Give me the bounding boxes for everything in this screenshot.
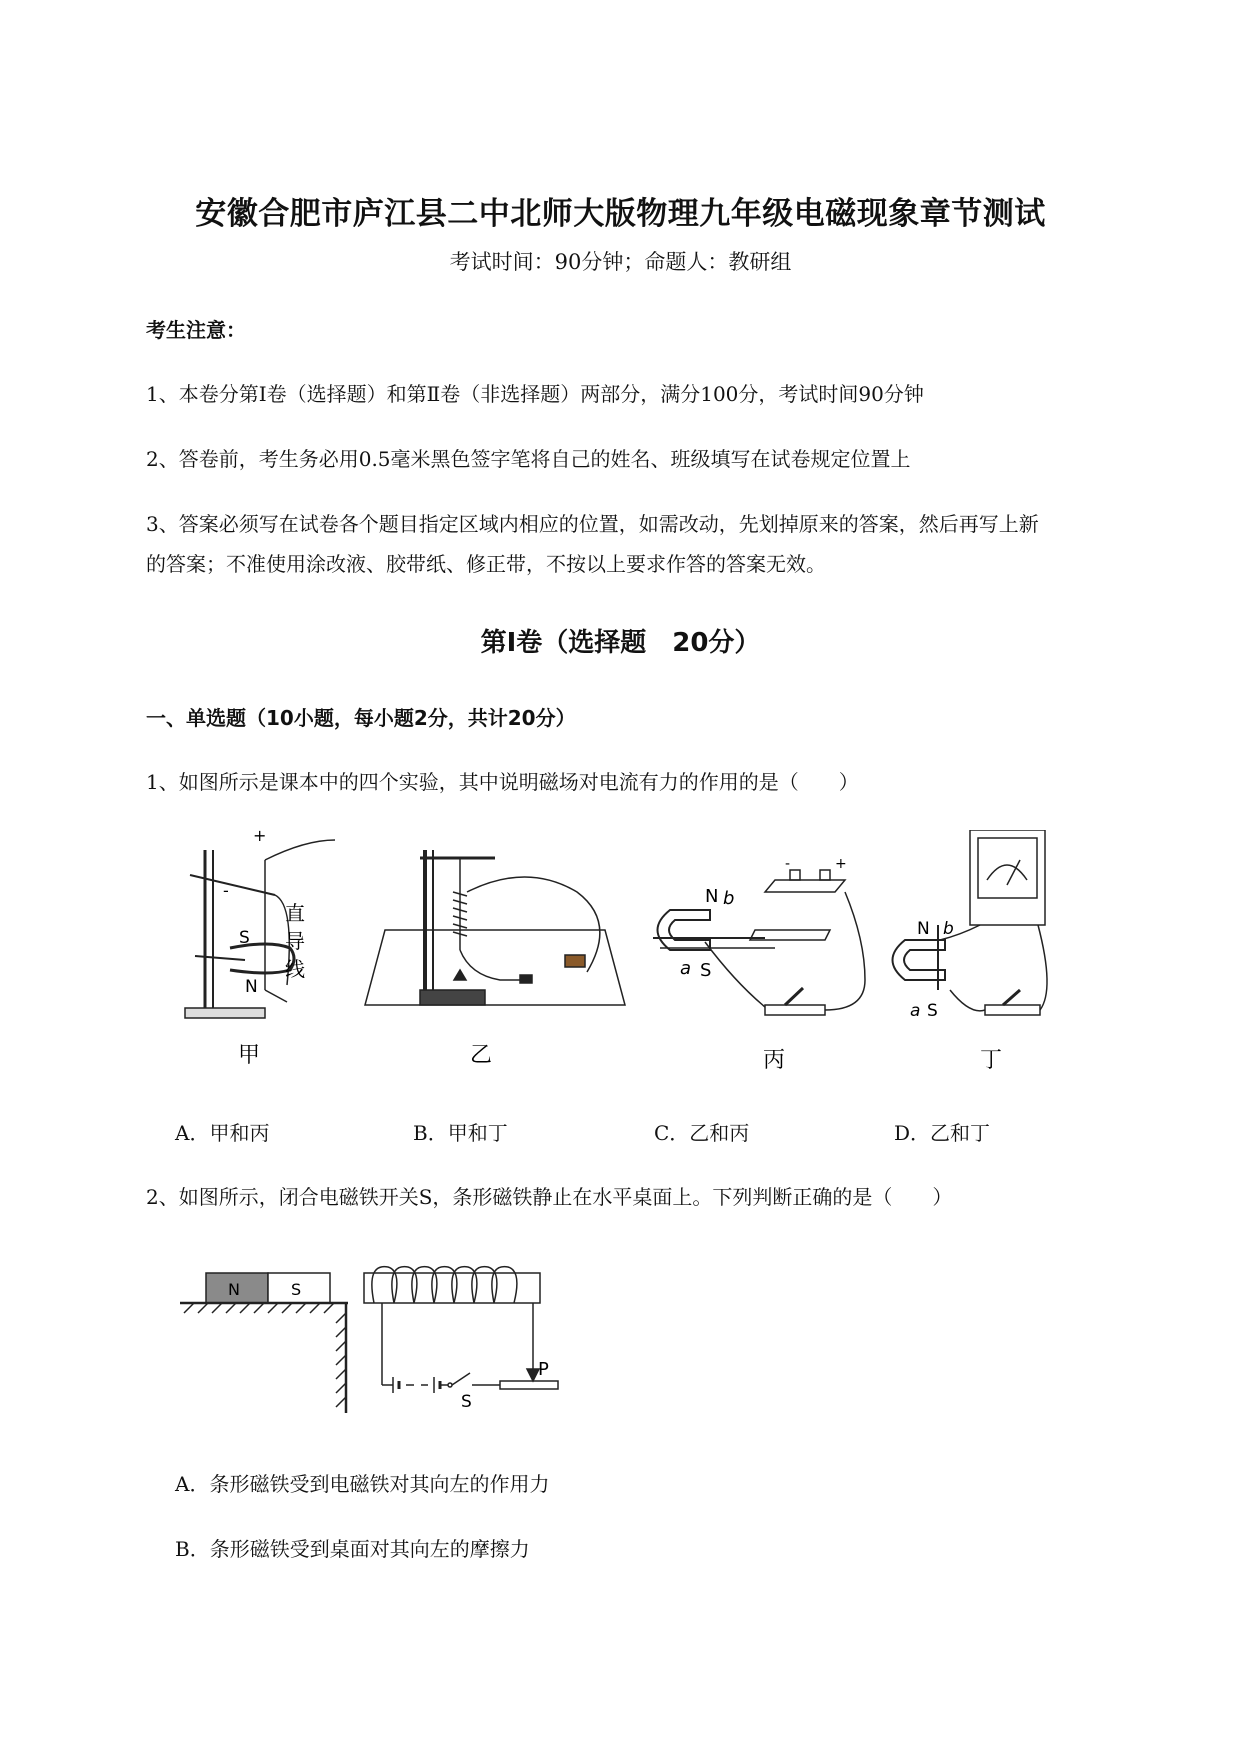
q1-option-d: D．乙和丁: [894, 1121, 991, 1145]
fig-jia-n-label: N: [245, 977, 258, 997]
question-1-figure: [175, 830, 1075, 1070]
switch-s-label: S: [461, 1392, 472, 1412]
fig-ding-n-label: N: [917, 919, 930, 939]
fig-bing-a-label: a: [680, 958, 692, 979]
fig-bing-plus-label: +: [835, 856, 847, 872]
question-1-stem: 1、如图所示是课本中的四个实验，其中说明磁场对电流有力的作用的是（ ）: [146, 770, 859, 794]
question-2-stem: 2、如图所示，闭合电磁铁开关S，条形磁铁静止在水平桌面上。下列判断正确的是（ ）: [146, 1185, 953, 1209]
notice-item-3-cont: 的答案；不准使用涂改液、胶带纸、修正带，不按以上要求作答的答案无效。: [146, 552, 826, 576]
switch-lever: [452, 1373, 470, 1385]
fig-wire-label-3: 线: [285, 957, 305, 981]
coil: [372, 1267, 517, 1303]
question-2-figure: [178, 1255, 598, 1415]
magnet-s-label: S: [291, 1280, 302, 1299]
figure-bing: [653, 870, 865, 1015]
fig-bing-b-label: b: [723, 888, 735, 909]
fig-ding-a-label: a: [910, 1001, 921, 1021]
q2-option-b: B．条形磁铁受到桌面对其向左的摩擦力: [175, 1537, 530, 1561]
fig-ding-s-label: S: [927, 1001, 938, 1021]
figure-jia: [185, 840, 335, 1018]
q2-option-a: A．条形磁铁受到电磁铁对其向左的作用力: [175, 1472, 550, 1496]
q1-option-c: C．乙和丙: [654, 1121, 750, 1145]
exam-info: 考试时间：90分钟；命题人：教研组: [449, 250, 792, 274]
part-heading: 一、单选题（10小题，每小题2分，共计20分）: [146, 706, 576, 730]
page-title: 安徽合肥市庐江县二中北师大版物理九年级电磁现象章节测试: [195, 196, 1046, 232]
fig-ding-b-label: b: [943, 919, 954, 939]
fig-bing-n-label: N: [705, 886, 719, 907]
figure-ding: [893, 830, 1048, 1015]
section-title: 第I卷（选择题 20分）: [480, 628, 761, 658]
rheostat: [500, 1381, 558, 1389]
fig-plus-label: +: [253, 830, 267, 845]
notice-item-1: 1、本卷分第I卷（选择题）和第Ⅱ卷（非选择题）两部分，满分100分，考试时间90分钟: [146, 382, 924, 406]
q1-option-b: B．甲和丁: [413, 1121, 508, 1145]
fig-wire-label-2: 导: [285, 929, 305, 953]
figure-label-ding: 丁: [980, 1048, 1003, 1070]
figure-label-yi: 乙: [470, 1043, 493, 1068]
figure-label-bing: 丙: [763, 1048, 786, 1070]
fig-wire-label-1: 直: [285, 901, 305, 925]
notice-item-2: 2、答卷前，考生务必用0.5毫米黑色签字笔将自己的姓名、班级填写在试卷规定位置上: [146, 447, 911, 471]
figure-label-jia: 甲: [238, 1043, 261, 1068]
magnet-n-label: N: [228, 1280, 240, 1299]
fig-bing-s-label: S: [700, 960, 712, 981]
q1-option-a: A．甲和丙: [175, 1121, 270, 1145]
fig-minus-label: -: [223, 881, 229, 900]
slider-p-label: P: [538, 1359, 549, 1380]
notice-heading: 考生注意：: [146, 318, 246, 342]
notice-item-3: 3、答案必须写在试卷各个题目指定区域内相应的位置，如需改动，先划掉原来的答案，然后再写上新: [146, 512, 1039, 536]
figure-yi: [365, 850, 625, 1005]
fig-jia-s-label: S: [239, 928, 250, 948]
fig-bing-minus-label: -: [785, 856, 791, 872]
